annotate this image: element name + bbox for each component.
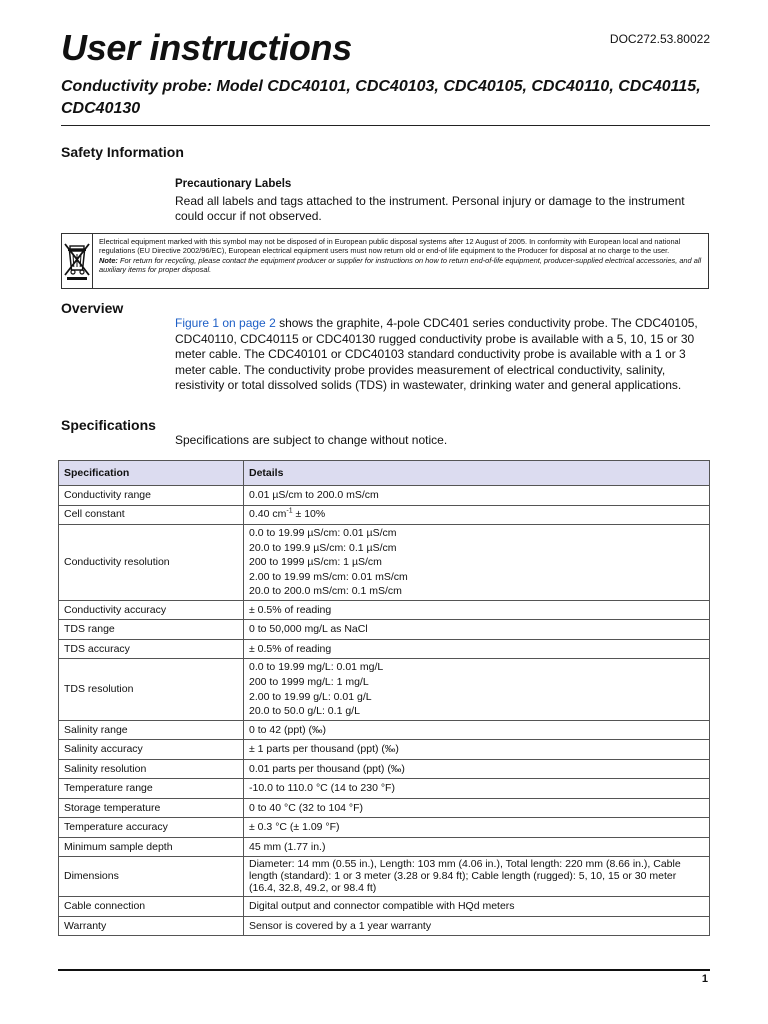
spec-name-cell: TDS accuracy <box>59 639 244 659</box>
spec-details-cell <box>244 759 710 779</box>
specifications-table-body <box>59 486 710 936</box>
column-header-specification: Specification <box>59 461 244 486</box>
table-row <box>59 818 710 838</box>
table-row <box>59 620 710 640</box>
spec-details-cell <box>244 779 710 799</box>
table-row <box>59 798 710 818</box>
spec-name-cell: Conductivity accuracy <box>59 600 244 620</box>
spec-detail-line: 200 to 1999 mg/L: 1 mg/L <box>249 676 369 689</box>
spec-name-cell: TDS range <box>59 620 244 640</box>
spec-detail-line: ± 1 parts per thousand (ppt) (‰) <box>249 743 399 756</box>
disposal-notice-text <box>93 234 708 288</box>
table-row <box>59 740 710 760</box>
spec-name-cell: Salinity accuracy <box>59 740 244 760</box>
table-row <box>59 759 710 779</box>
table-row <box>59 837 710 857</box>
spec-detail-line: 20.0 to 200.0 mS/cm: 0.1 mS/cm <box>249 585 402 598</box>
specifications-table <box>58 460 710 936</box>
spec-details-cell <box>244 837 710 857</box>
spec-detail-line: 0.0 to 19.99 µS/cm: 0.01 µS/cm <box>249 527 397 539</box>
specifications-heading: Specifications <box>61 417 156 433</box>
spec-detail-line: 0.0 to 19.99 mg/L: 0.01 mg/L <box>249 661 384 674</box>
document-subtitle: Conductivity probe: Model CDC40101, CDC40103, CDC40105, CDC40110, CDC40115, CDC40130 <box>61 78 701 117</box>
spec-name-cell: Minimum sample depth <box>59 837 244 857</box>
spec-detail-line: ± 0.3 °C (± 1.09 °F) <box>249 821 340 834</box>
spec-details-cell <box>244 798 710 818</box>
spec-name-cell: Storage temperature <box>59 798 244 818</box>
table-row <box>59 916 710 936</box>
spec-detail-line: 20.0 to 199.9 µS/cm: 0.1 µS/cm <box>249 541 397 554</box>
spec-details-cell <box>244 720 710 740</box>
spec-detail-line: ± 0.5% of reading <box>249 642 332 655</box>
precautionary-labels-block <box>175 177 715 225</box>
document-number: DOC272.53.80022 <box>609 32 710 46</box>
spec-detail-line: 0 to 40 °C (32 to 104 °F) <box>249 801 364 814</box>
spec-detail-line: 0 to 50,000 mg/L as NaCl <box>249 623 368 636</box>
spec-details-cell <box>244 897 710 917</box>
spec-detail-line: -10.0 to 110.0 °C (14 to 230 °F) <box>249 782 395 795</box>
spec-details-cell <box>244 659 710 720</box>
table-row <box>59 505 710 525</box>
table-row <box>59 659 710 720</box>
spec-name-cell: Dimensions <box>59 857 244 897</box>
disposal-notice-box <box>61 233 709 289</box>
table-header-row <box>59 461 710 486</box>
figure-1-link[interactable]: Figure 1 on page 2 <box>175 316 276 330</box>
column-header-details: Details <box>244 461 710 486</box>
spec-name-cell: Warranty <box>59 916 244 936</box>
note-text: For return for recycling, please contact the equipment producer or supplier for instructions on how to return end-of-life equipment, producer-supplied electrical accessories, and all auxiliary items for proper disposal. <box>99 255 702 275</box>
spec-name-cell: Temperature range <box>59 779 244 799</box>
spec-name-cell: Salinity range <box>59 720 244 740</box>
spec-name-cell: Temperature accuracy <box>59 818 244 838</box>
overview-paragraph <box>175 316 715 394</box>
header-divider <box>61 125 710 126</box>
table-row <box>59 720 710 740</box>
overview-text: shows the graphite, 4-pole CDC401 series conductivity probe. The CDC40105, CDC40110, CDC40115 or CDC40130 rugged conductivity probe is available with a 5, 10, 15 or 30 meter cable. The CDC40101 or CDC40103 standard conductivity probe is available with a 1 or 3 meter cable. The conductivity probe provides measurement of electrical conductivity, salinity, resistivity or total dissolved solids (TDS) in wastewater, drinking water and general applications. <box>175 316 698 392</box>
spec-details-cell <box>244 600 710 620</box>
spec-name-cell: Cable connection <box>59 897 244 917</box>
table-row <box>59 857 710 897</box>
spec-detail-line: Diameter: 14 mm (0.55 in.), Length: 103 mm (4.06 in.), Total length: 220 mm (8.66 in.), Cable length (standard): 1 or 3 meter (3.28 or 9.84 ft); Cable length (rugged): 5, 10, 15 or 30 meter (16.4, 32.8, 49.2, or 98.4 ft) <box>249 858 681 894</box>
spec-detail-line: 0.01 µS/cm to 200.0 mS/cm <box>249 488 379 501</box>
spec-name-cell: Salinity resolution <box>59 759 244 779</box>
table-row <box>59 779 710 799</box>
precautionary-labels-title: Precautionary Labels <box>175 178 292 190</box>
spec-detail-line: ± 0.5% of reading <box>249 603 332 616</box>
spec-name-cell: Cell constant <box>59 505 244 525</box>
spec-detail-line: 2.00 to 19.99 g/L: 0.01 g/L <box>249 690 372 703</box>
spec-detail-line: 2.00 to 19.99 mS/cm: 0.01 mS/cm <box>249 570 408 583</box>
spec-detail-line: 0.01 parts per thousand (ppt) (‰) <box>249 762 405 775</box>
weee-crossed-bin-icon <box>62 234 93 288</box>
spec-details-cell <box>244 818 710 838</box>
spec-name-cell: Conductivity resolution <box>59 525 244 601</box>
spec-name-cell: Conductivity range <box>59 486 244 506</box>
spec-detail-line: Digital output and connector compatible with HQd meters <box>249 900 515 913</box>
precautionary-labels-text: Read all labels and tags attached to the instrument. Personal injury or damage to the instrument could occur if not observed. <box>175 193 685 223</box>
note-label: Note: <box>99 255 118 265</box>
spec-detail-line: 0.40 $cm^{-1} \pm 10\%$ <box>249 507 326 521</box>
table-row <box>59 486 710 506</box>
spec-detail-line: 20.0 to 50.0 g/L: 0.1 g/L <box>249 705 360 718</box>
spec-details-cell <box>244 486 710 506</box>
table-row <box>59 897 710 917</box>
spec-details-cell <box>244 525 710 601</box>
spec-name-cell: TDS resolution <box>59 659 244 720</box>
document-title: User instructions <box>61 27 352 68</box>
specifications-intro: Specifications are subject to change without notice. <box>175 433 448 447</box>
spec-details-cell <box>244 857 710 897</box>
spec-detail-line: 0 to 42 (ppt) (‰) <box>249 723 327 736</box>
table-row <box>59 600 710 620</box>
spec-details-cell <box>244 620 710 640</box>
spec-details-cell <box>244 916 710 936</box>
footer-divider <box>58 969 710 971</box>
spec-details-cell <box>244 505 710 525</box>
page-number: 1 <box>701 973 708 985</box>
spec-detail-line: Sensor is covered by a 1 year warranty <box>249 919 432 932</box>
spec-detail-line: 200 to 1999 µS/cm: 1 µS/cm <box>249 556 382 569</box>
overview-heading: Overview <box>61 300 124 316</box>
table-row <box>59 525 710 601</box>
disposal-notice-main: Electrical equipment marked with this symbol may not be disposed of in European public disposal systems after 12 August of 2005. In conformity with European local and national regulations (EU Directive 2002/96/EC), European electrical equipment users must now return old or end-of life equipment to the Producer for disposal at no charge to the user. <box>99 237 681 256</box>
spec-details-cell <box>244 740 710 760</box>
spec-details-cell <box>244 639 710 659</box>
spec-detail-line: 45 mm (1.77 in.) <box>249 840 326 853</box>
table-row <box>59 639 710 659</box>
safety-heading: Safety Information <box>61 144 184 160</box>
